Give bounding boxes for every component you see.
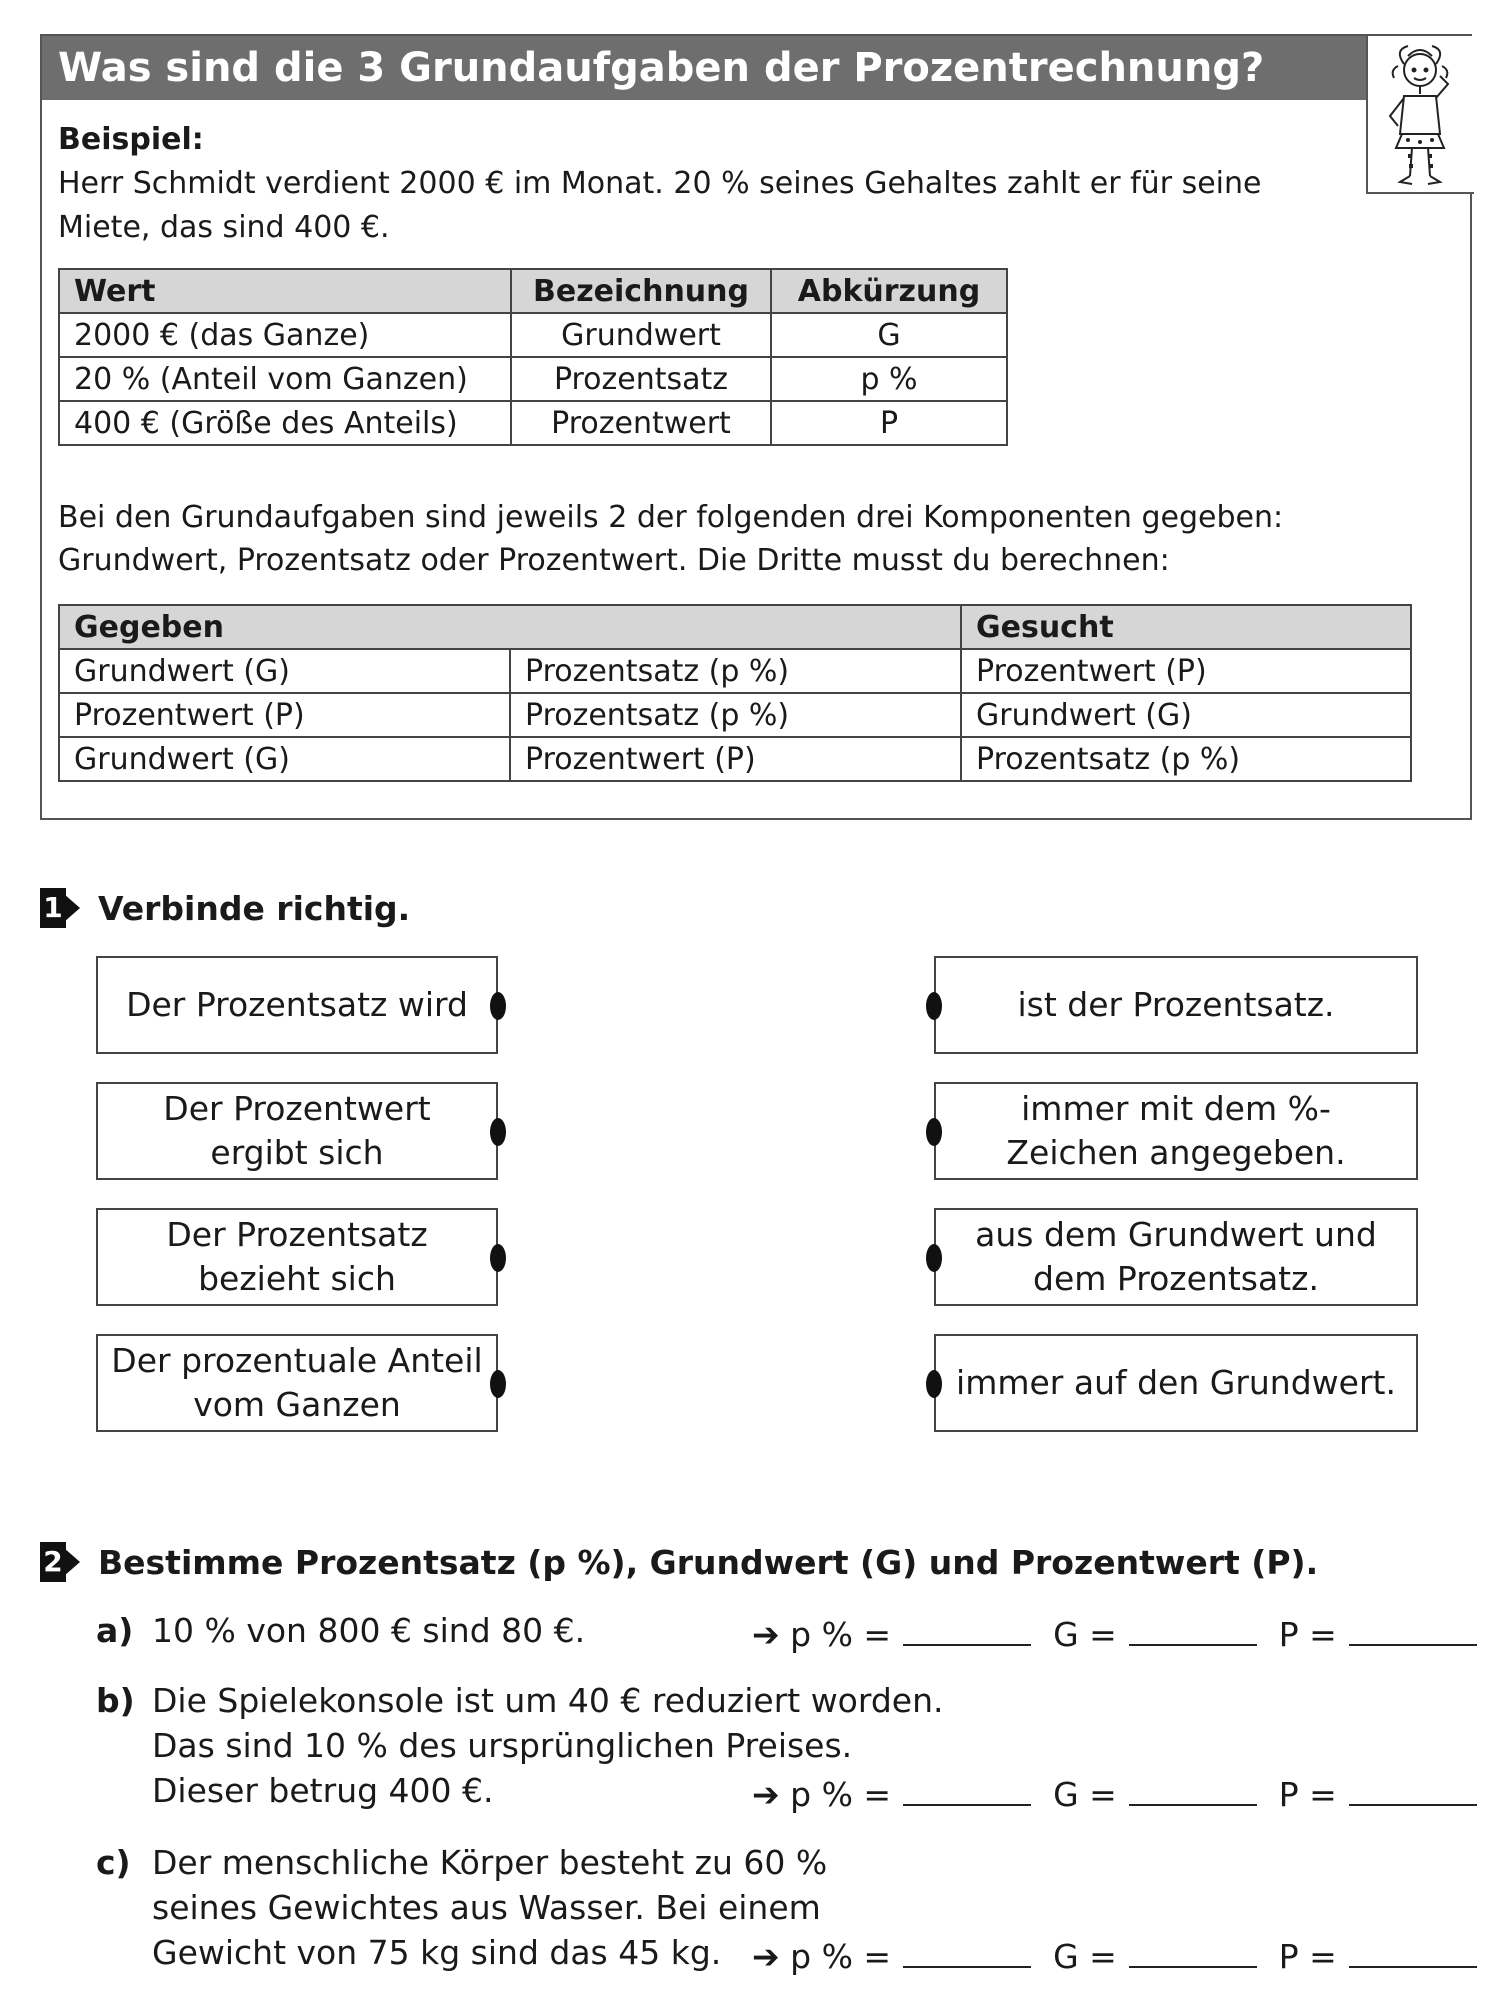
- match-right-3[interactable]: aus dem Grundwert und dem Prozentsatz.: [934, 1208, 1418, 1306]
- match-left-1[interactable]: Der Prozentsatz wird: [96, 956, 498, 1054]
- match-left-4[interactable]: Der prozentuale Anteil vom Ganzen: [96, 1334, 498, 1432]
- table-row: [59, 401, 1007, 445]
- info-title: Was sind die 3 Grundaufgaben der Prozentrechnung?: [42, 36, 1366, 100]
- p-blank[interactable]: [903, 1936, 1031, 1968]
- th-abkuerzung: Abkürzung: [771, 269, 1007, 313]
- answer-row-c: ➔ p % = G = P =: [752, 1936, 1477, 1976]
- match-right-1[interactable]: ist der Prozentsatz.: [934, 956, 1418, 1054]
- cell: Prozentsatz: [511, 357, 771, 401]
- cell: Grundwert: [511, 313, 771, 357]
- th-wert: Wert: [59, 269, 511, 313]
- th-bezeichnung: Bezeichnung: [511, 269, 771, 313]
- cell: Grundwert (G): [59, 737, 510, 781]
- cell: Prozentwert: [511, 401, 771, 445]
- p-blank[interactable]: [903, 1774, 1031, 1806]
- girl-illustration: [1366, 36, 1474, 194]
- g-blank[interactable]: [1129, 1614, 1257, 1646]
- connector-dot[interactable]: [926, 1244, 942, 1272]
- cell: P: [771, 401, 1007, 445]
- table-row: [59, 649, 1411, 693]
- connector-dot[interactable]: [926, 992, 942, 1020]
- connector-dot[interactable]: [926, 1118, 942, 1146]
- cell: Grundwert (G): [961, 693, 1411, 737]
- cell: G: [771, 313, 1007, 357]
- task2-title: Bestimme Prozentsatz (p %), Grundwert (G) und Prozentwert (P).: [98, 1542, 1319, 1582]
- pw-blank[interactable]: [1349, 1614, 1477, 1646]
- match-right-2[interactable]: immer mit dem %-Zeichen angegeben.: [934, 1082, 1418, 1180]
- components-paragraph: Bei den Grundaufgaben sind jeweils 2 der folgenden drei Komponenten gegeben: Grundwert, Prozentsatz oder Prozentwert. Die Dritte musst du berechnen:: [58, 500, 1284, 578]
- connector-dot[interactable]: [490, 992, 506, 1020]
- match-left-3[interactable]: Der Prozentsatz bezieht sich: [96, 1208, 498, 1306]
- p-blank[interactable]: [903, 1614, 1031, 1646]
- cell: 2000 € (das Ganze): [59, 313, 511, 357]
- th-gegeben: Gegeben: [59, 605, 961, 649]
- match-left-2[interactable]: Der Prozentwert ergibt sich: [96, 1082, 498, 1180]
- connector-dot[interactable]: [926, 1370, 942, 1398]
- connector-dot[interactable]: [490, 1370, 506, 1398]
- example-label: Beispiel:: [58, 122, 204, 157]
- tasks-table: [58, 604, 1412, 782]
- cell: Prozentsatz (p %): [961, 737, 1411, 781]
- table-row: [59, 737, 1411, 781]
- value-table: [58, 268, 1008, 446]
- task2-heading: [40, 1542, 1318, 1582]
- pw-blank[interactable]: [1349, 1936, 1477, 1968]
- answer-row-b: ➔ p % = G = P =: [752, 1774, 1477, 1814]
- cell: Prozentwert (P): [510, 737, 961, 781]
- table-row: [59, 693, 1411, 737]
- task-number-icon: 1: [40, 888, 80, 928]
- task-number-icon: 2: [40, 1542, 80, 1582]
- match-right-4[interactable]: immer auf den Grundwert.: [934, 1334, 1418, 1432]
- table-row: [59, 357, 1007, 401]
- pw-blank[interactable]: [1349, 1774, 1477, 1806]
- cell: Prozentsatz (p %): [510, 649, 961, 693]
- g-blank[interactable]: [1129, 1936, 1257, 1968]
- task1-title: Verbinde richtig.: [98, 888, 411, 928]
- task1-heading: [40, 888, 410, 928]
- example-text: Herr Schmidt verdient 2000 € im Monat. 20 % seines Gehaltes zahlt er für seine Miete, das sind 400 €.: [58, 166, 1262, 245]
- example-block: [58, 118, 1348, 250]
- cell: Prozentwert (P): [961, 649, 1411, 693]
- cell: 400 € (Größe des Anteils): [59, 401, 511, 445]
- table-row: [59, 313, 1007, 357]
- info-box: [40, 34, 1472, 820]
- cell: 20 % (Anteil vom Ganzen): [59, 357, 511, 401]
- cell: Grundwert (G): [59, 649, 510, 693]
- connector-dot[interactable]: [490, 1118, 506, 1146]
- g-blank[interactable]: [1129, 1774, 1257, 1806]
- connector-dot[interactable]: [490, 1244, 506, 1272]
- cell: p %: [771, 357, 1007, 401]
- cell: Prozentwert (P): [59, 693, 510, 737]
- answer-row-a: ➔ p % = G = P =: [752, 1614, 1477, 1654]
- th-gesucht: Gesucht: [961, 605, 1411, 649]
- cell: Prozentsatz (p %): [510, 693, 961, 737]
